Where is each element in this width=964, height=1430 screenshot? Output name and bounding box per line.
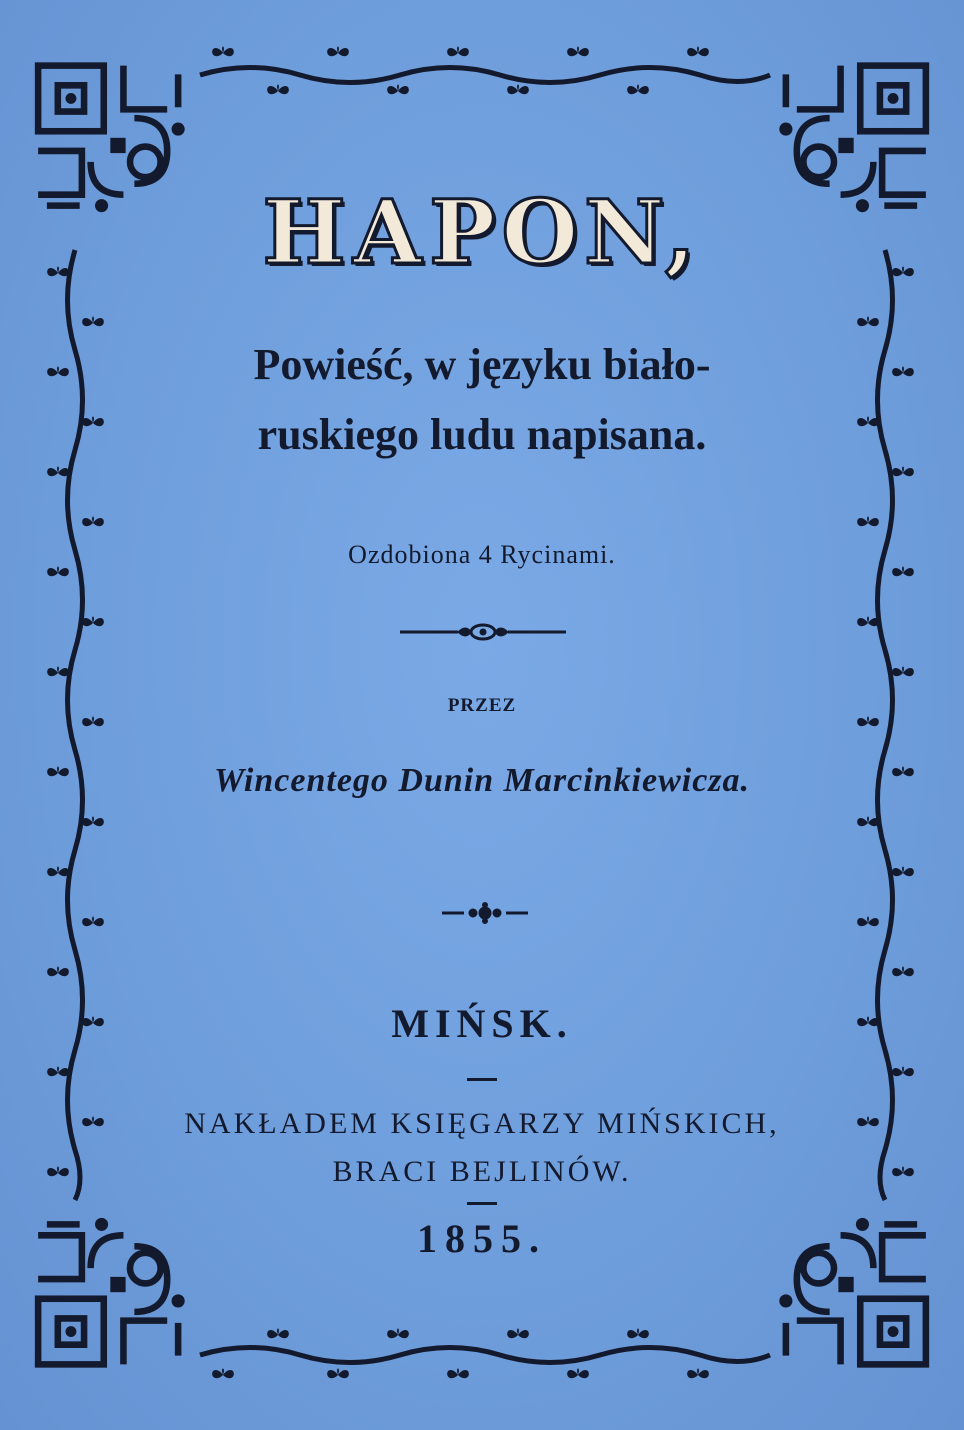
book-title: НАРОN, (262, 180, 702, 284)
subtitle-line-1: Powieść, w języku biało- (253, 340, 711, 389)
author-name: Wincentego Dunin Marcinkiewicza. (213, 762, 751, 799)
imprint-city: MIŃSK. (391, 1001, 573, 1046)
separator-dash (467, 1078, 497, 1081)
text-block (150, 150, 814, 1270)
by-label: PRZEZ (447, 695, 517, 716)
subtitle (170, 330, 794, 470)
publisher-line-2: BRACI BEJLINÓW. (332, 1155, 632, 1188)
separator-dash (467, 1202, 497, 1205)
rosette-rule-ornament (440, 902, 530, 924)
subtitle-line-2: ruskiego ludu napisana. (257, 410, 707, 459)
publisher (150, 1100, 814, 1196)
publication-year: 1855. (417, 1216, 547, 1261)
scroll-rule-ornament (398, 620, 568, 644)
illustrations-note: Ozdobiona 4 Rycinami. (348, 540, 616, 569)
publisher-line-1: NAKŁADEM KSIĘGARZY MIŃSKICH, (184, 1107, 780, 1140)
